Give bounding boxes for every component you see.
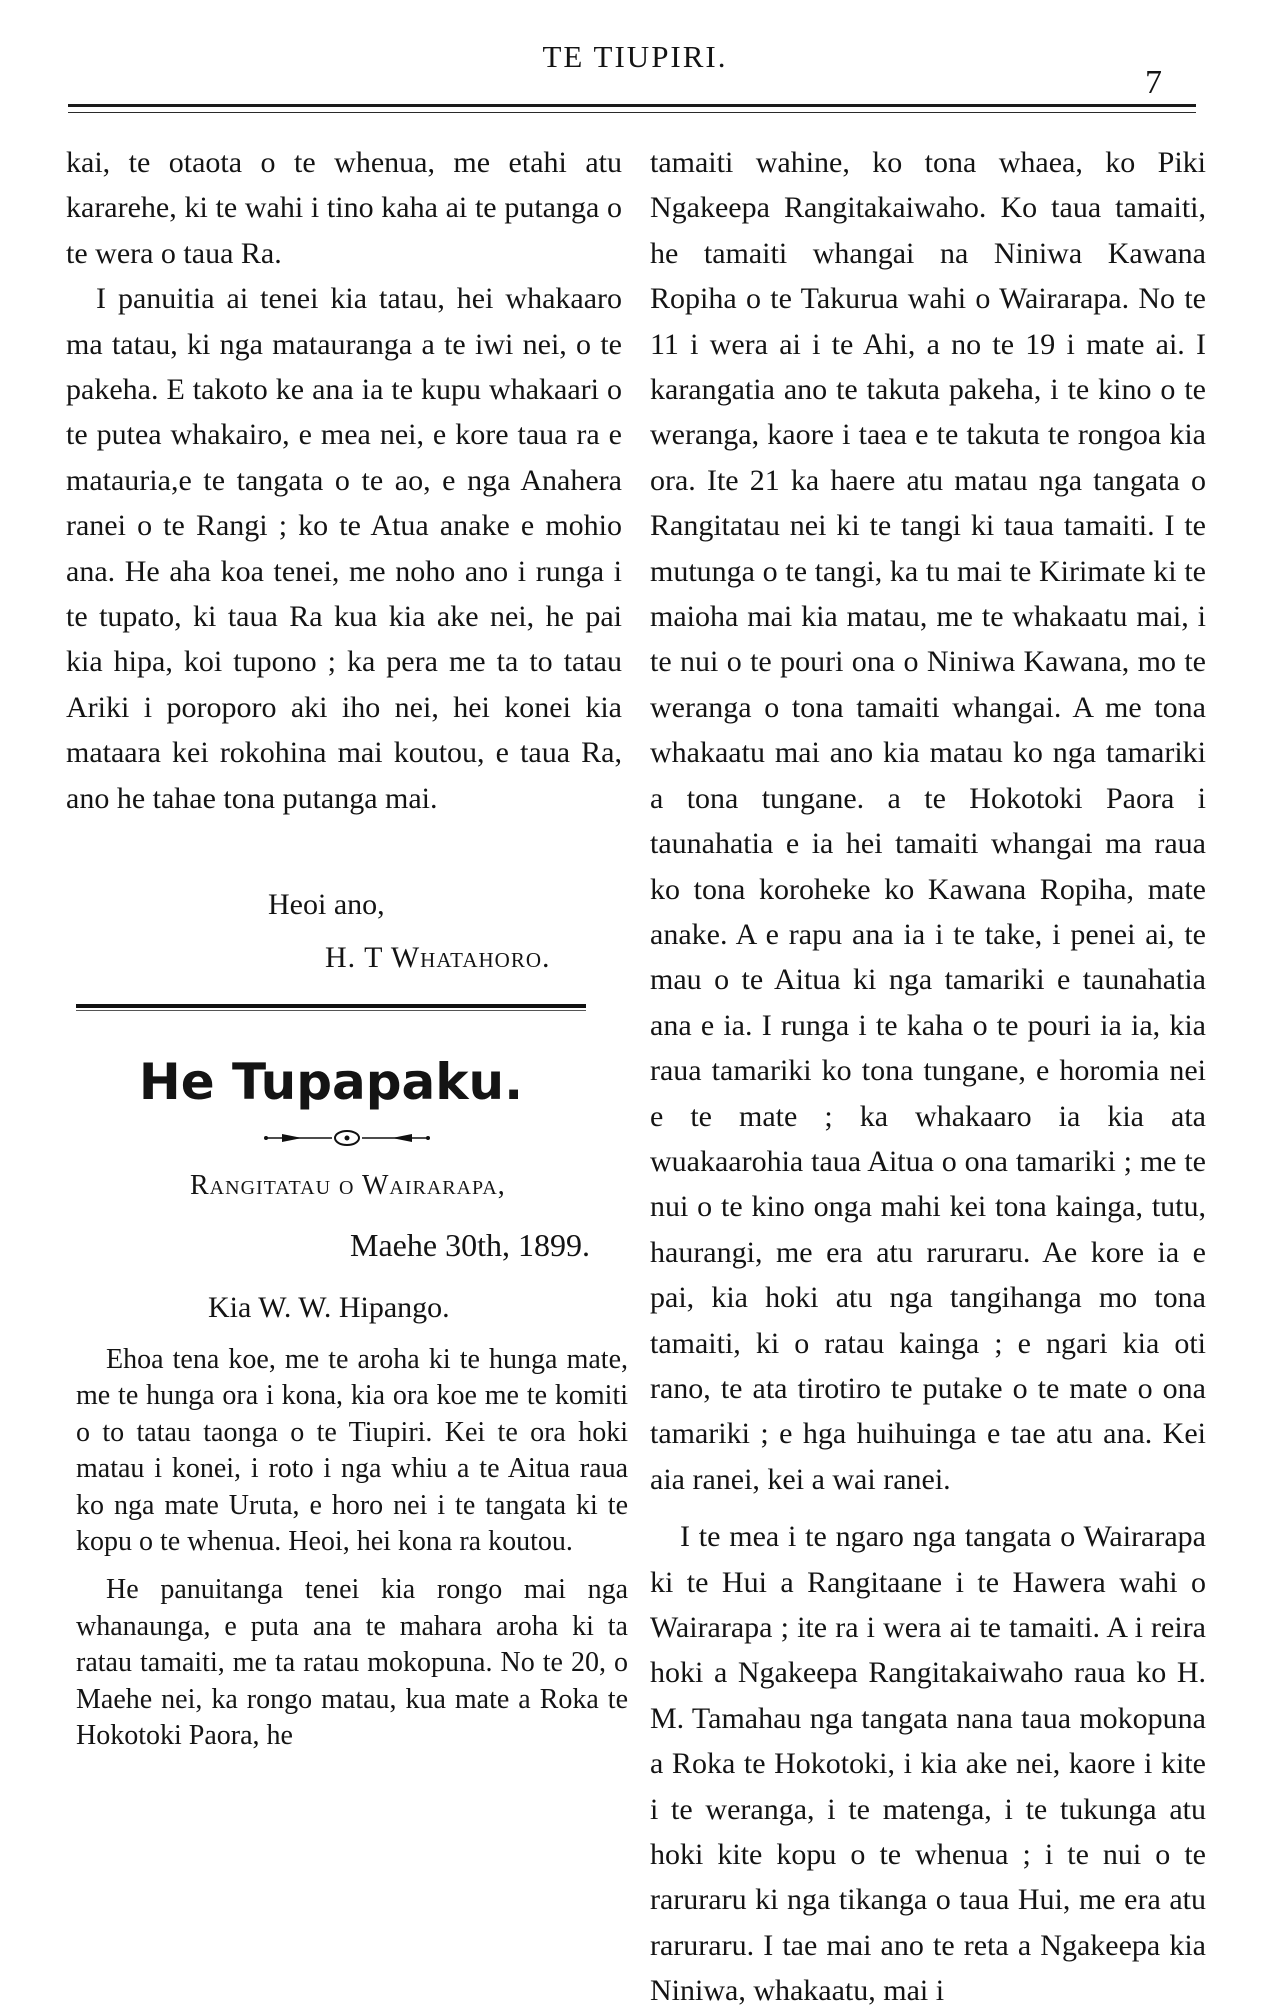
right-paragraph: tamaiti wahine, ko tona whaea, ko Piki Ngakeepa Rangitakaiwaho. Ko taua tamaiti, he tamaiti whangai na Niniwa Kawana Ropiha o te Takurua wahi o Wairarapa. No te 11 i wera ai i te Ahi, a no te 19 i mate ai. I karangatia ano te takuta pakeha, i te kino o te weranga, kaore i taea e te takuta te rongoa kia ora. Ite 21 ka haere atu matau nga tangata o Rangitatau nei ki te tangi ki taua tamaiti. I te mutunga o te tangi, ka tu mai te Kirimate ki te maioha mai kia matau, me te whakaatu mai, i te nui o te pouri ona o Niniwa Kawana, mo te weranga o tona tamaiti whangai. A me tona whakaatu mai ano kia matau ko nga tamariki a tona tungane. a te Hokotoki Paora i taunahatia e ia hei tamaiti whangai ma raua ko tona koroheke ko Kawana Ropiha, mate anake. A e rapu ana ia i te take, i penei ai, te mau o te Aitua ki nga tamariki e taunahatia ana e ia. I runga i te kaha o te pouri ia ia, kia raua tamariki ko tona tungane, e horomia nei e te mate ; ka whakaaro ia kia ata wuakaarohia taua Aitua o ona tamariki ; me te nui o te kino onga mahi kei tona kainga, tutu, haurangi, me era atu raruraru. Ae kore ia e pai, kia hoki atu nga tangihanga mo tona tamaiti, ki o ratau kainga ; e ngari kia oti rano, te ata tirotiro te putake o te mate o ona tamariki ; e hga huihuinga e tae atu ana. Kei aia ranei, kei a wai ranei.: [650, 146, 1206, 1496]
section-divider-thin: [76, 1010, 586, 1011]
section-title: He Tupapaku.: [138, 1053, 524, 1111]
left-paragraph: I panuitia ai tenei kia tatau, hei whakaaro ma tatau, ki nga matauranga a te iwi nei, o te pakeha. E takoto ke ana ia te kupu whakaari o te putea whakairo, e mea nei, e kore taua ra e matauria,e te tangata o te ao, e nga Anahera ranei o te Rangi ; ko te Atua anake e mohio ana. He aha koa tenei, me noho ano i runga i te tupato, ki taua Ra kua kia ake nei, he pai kia hipa, koi tupono ; ka pera me ta to tatau Ariki i poroporo aki iho nei, hei konei kia mataara kei rokohina mai koutou, e taua Ra, ano he tahae tona putanga mai.: [66, 282, 622, 815]
ornament-flourish-icon: [262, 1126, 432, 1150]
running-title: TE TIUPIRI.: [542, 39, 728, 74]
letter-paragraph: Ehoa tena koe, me te aroha ki te hunga mate, me te hunga ora i kona, kia ora koe me te komiti o to tatau taonga o te Tiupiri. Kei te ora hoki matau i konei, i roto i nga whiu a te Aitua raua ko nga mate Uruta, e horo nei i te tangata ki te kopu o te whenua. Heoi, hei kona ra koutou.: [76, 1344, 628, 1558]
header-rule: [68, 104, 1196, 107]
section-divider: [76, 1004, 586, 1008]
dateline-place: Rangitatau o Wairarapa,: [190, 1170, 506, 1201]
page-number: 7: [1145, 64, 1162, 101]
header-rule-thin: [68, 112, 1196, 113]
letter-paragraph: He panuitanga tenei kia rongo mai nga whanaunga, e puta ana te mahara aroha ki ta ratau tamaiti, me ta ratau mokopuna. No te 20, o Maehe nei, ka rongo matau, kua mate a Roka te Hokotoki Paora, he: [76, 1574, 628, 1752]
left-paragraph: kai, te otaota o te whenua, me etahi atu kararehe, ki te wahi i tino kaha ai te putanga o te wera o taua Ra.: [66, 146, 622, 270]
dateline-date: Maehe 30th, 1899.: [350, 1227, 590, 1263]
letter-addressee: Kia W. W. Hipango.: [208, 1291, 450, 1324]
right-column: [650, 140, 1206, 2014]
author-signature: H. T Whatahoro.: [325, 941, 551, 974]
letter-body: [76, 1342, 628, 1754]
signoff: Heoi ano,: [268, 888, 385, 921]
left-column: [66, 140, 622, 821]
right-paragraph: I te mea i te ngaro nga tangata o Wairarapa ki te Hui a Rangitaane i te Hawera wahi o Wairarapa ; ite ra i wera ai te tamaiti. A i reira hoki a Ngakeepa Rangitakaiwaho raua ko H. M. Tamahau nga tangata nana taua mokopuna a Roka te Hokotoki, i kia ake nei, kaore i kite i te weranga, i te matenga, i te tukunga atu hoki kite kopu o te whenua ; i te nui o te raruraru ki nga tikanga o taua Hui, me era atu raruraru. I tae mai ano te reta a Ngakeepa kia Niniwa, whakaatu, mai i: [650, 1520, 1206, 2008]
